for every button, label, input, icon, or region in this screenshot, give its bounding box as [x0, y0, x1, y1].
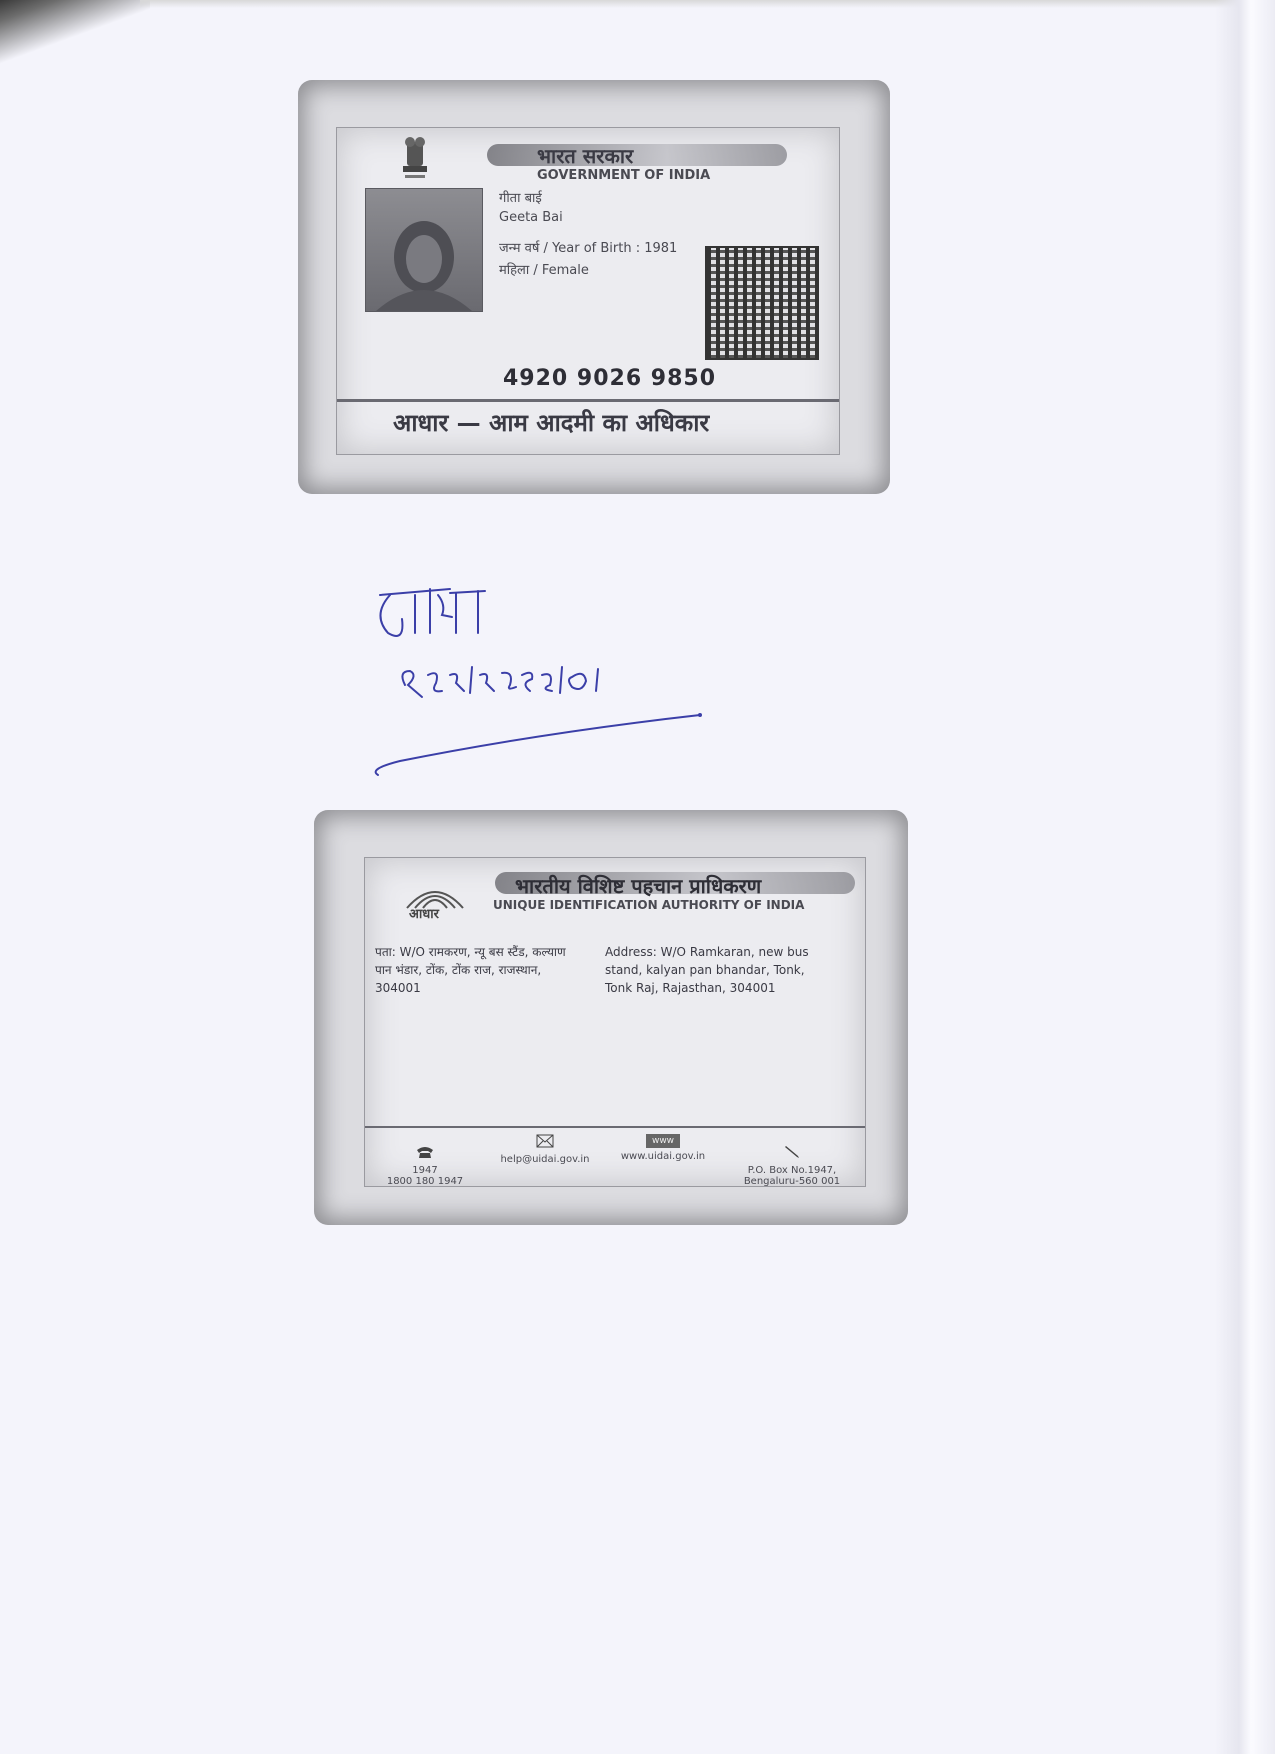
handwritten-signature — [360, 575, 720, 785]
scan-shadow-right — [1215, 0, 1275, 1754]
header-smudge — [487, 144, 787, 166]
scan-shadow-left — [0, 0, 150, 300]
holder-name-english: Geeta Bai — [499, 210, 563, 225]
aadhaar-logo-text: आधार — [409, 907, 439, 922]
holder-name-hindi: गीता बाई — [499, 191, 542, 206]
person-portrait-icon — [366, 189, 482, 311]
www-badge-icon: www — [646, 1134, 680, 1148]
envelope-icon — [536, 1134, 554, 1148]
govt-title-english: GOVERNMENT OF INDIA — [537, 168, 711, 183]
authority-title-hindi: भारतीय विशिष्ट पहचान प्राधिकरण — [515, 874, 762, 898]
ashoka-emblem-icon — [399, 136, 431, 182]
gender: महिला / Female — [499, 263, 589, 278]
govt-title-hindi: भारत सरकार — [537, 144, 634, 168]
footer-email: help@uidai.gov.in — [495, 1134, 595, 1165]
pen-icon — [783, 1145, 801, 1159]
scan-shadow-top — [140, 0, 1240, 8]
aadhaar-card-back — [314, 810, 908, 1225]
holder-photo — [365, 188, 483, 312]
aadhaar-slogan: आधार — आम आदमी का अधिकार — [393, 409, 710, 437]
footer-website: www www.uidai.gov.in — [620, 1136, 706, 1162]
footer-phone: 1947 1800 180 1947 — [385, 1134, 465, 1187]
aadhaar-card-front — [298, 80, 890, 494]
address-english: Address: W/O Ramkaran, new bus stand, kalyan pan bhandar, Tonk, Tonk Raj, Rajasthan, 304001 — [605, 945, 809, 995]
authority-title-english: UNIQUE IDENTIFICATION AUTHORITY OF INDIA — [493, 898, 805, 912]
back-divider — [365, 1126, 865, 1128]
address-hindi: पता: W/O रामकरण, न्यू बस स्टैंड, कल्याण पान भंडार, टोंक, टोंक राज, राजस्थान, 304001 — [375, 945, 566, 995]
telephone-icon — [416, 1145, 434, 1159]
qr-code-icon — [705, 246, 819, 360]
year-of-birth: जन्म वर्ष / Year of Birth : 1981 — [499, 241, 678, 256]
aadhaar-front-panel — [336, 127, 840, 455]
front-divider — [337, 399, 839, 402]
footer-post: P.O. Box No.1947, Bengaluru-560 001 — [737, 1134, 847, 1187]
aadhaar-back-panel — [364, 857, 866, 1187]
aadhaar-number: 4920 9026 9850 — [503, 366, 717, 391]
